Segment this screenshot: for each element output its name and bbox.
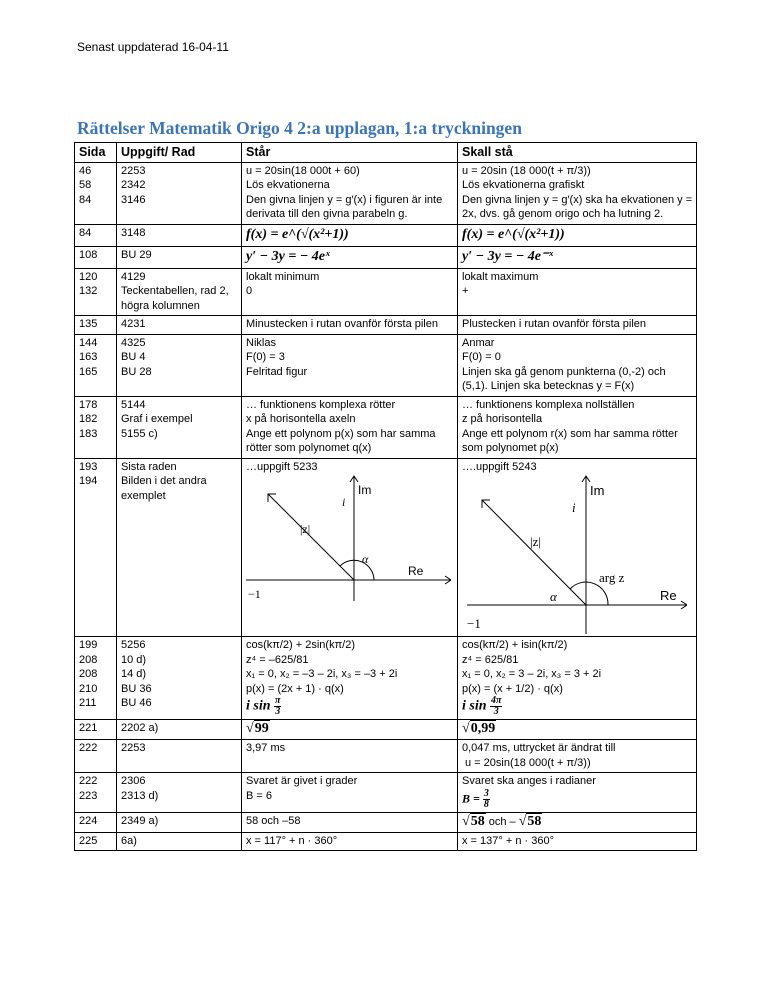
sin-expression-star xyxy=(246,696,454,717)
uppgift-value: Sista raden xyxy=(121,460,177,473)
radicand: 0,99 xyxy=(470,721,496,736)
skall-text: p(x) = (x + 1/2) · q(x) xyxy=(462,682,563,695)
cell-skall: x = 137° + n · 360° xyxy=(458,832,697,851)
cell-uppgift: 6a) xyxy=(117,832,242,851)
skall-text: Anmar xyxy=(462,336,495,349)
cell-uppgift xyxy=(117,773,242,813)
cell-sida: 221 xyxy=(75,720,117,740)
sida-value: 183 xyxy=(79,427,98,440)
table-row xyxy=(75,773,697,813)
column-header-sida: Sida xyxy=(75,143,117,163)
star-text: x på horisontella axeln xyxy=(246,413,356,425)
cell-star: 58 och –58 xyxy=(242,812,458,832)
skall-text: och – xyxy=(488,815,516,828)
sida-value: 144 xyxy=(79,336,98,349)
errata-table xyxy=(74,142,697,851)
cell-sida: 84 xyxy=(75,224,117,246)
arg-z-label: arg z xyxy=(599,570,625,585)
sida-value: 199 xyxy=(79,639,98,651)
cell-skall xyxy=(458,268,697,316)
table-row xyxy=(75,812,697,832)
uppgift-value: Bilden i det andra exemplet xyxy=(121,475,207,502)
sida-value: 120 xyxy=(79,270,98,283)
cell-uppgift: 3148 xyxy=(117,224,242,246)
star-text: cos(kπ/2) + 2sin(kπ/2) xyxy=(246,639,356,651)
sin-fraction xyxy=(274,696,281,717)
cell-star: Minustecken i rutan ovanför första pilen xyxy=(242,316,458,335)
last-updated-header: Senast uppdaterad 16-04-11 xyxy=(77,40,229,54)
skall-text: z på horisontella xyxy=(462,413,543,425)
cell-sida xyxy=(75,396,117,458)
angle-arc xyxy=(340,560,374,580)
cell-star xyxy=(242,637,458,720)
angle-arc xyxy=(570,582,608,605)
skall-text: ….uppgift 5243 xyxy=(462,460,537,473)
square-root-skall: √0,99 xyxy=(462,721,496,736)
table-row xyxy=(75,720,697,740)
cell-uppgift: 4231 xyxy=(117,316,242,335)
column-header-star: Står xyxy=(242,143,458,163)
fraction-numerator: 3 xyxy=(483,787,489,799)
square-root-star: √99 xyxy=(246,721,269,736)
formula-skall: y′ − 3y = − 4e⁻ˣ xyxy=(462,248,554,264)
cell-star xyxy=(242,268,458,316)
table-row xyxy=(75,246,697,268)
formula-star: f(x) = e^(√(x²+1)) xyxy=(246,226,349,242)
re-label: Re xyxy=(660,588,677,603)
uppgift-value: 2306 xyxy=(121,775,146,787)
im-label: Im xyxy=(590,483,605,498)
document-title: Rättelser Matematik Origo 4 2:a upplagan, 1:a tryckningen xyxy=(77,118,522,138)
square-root: √58 xyxy=(462,813,485,829)
im-label: Im xyxy=(358,483,372,497)
complex-plane-figure-skall xyxy=(462,474,687,634)
uppgift-value: 2253 xyxy=(121,164,146,177)
cell-uppgift xyxy=(117,268,242,316)
cell-uppgift: 2349 a) xyxy=(117,812,242,832)
cell-skall xyxy=(458,334,697,396)
table-row xyxy=(75,637,697,720)
cell-skall xyxy=(458,246,697,268)
fraction-denominator: 3 xyxy=(493,706,499,717)
cell-skall xyxy=(458,720,697,740)
star-text: … funktionens komplexa rötter xyxy=(246,398,396,411)
star-text: …uppgift 5233 xyxy=(246,460,318,473)
cell-star xyxy=(242,246,458,268)
fraction-numerator: π xyxy=(275,695,281,706)
star-text: B = 6 xyxy=(246,789,272,802)
cell-uppgift: 2202 a) xyxy=(117,720,242,740)
skall-text: cos(kπ/2) + isin(kπ/2) xyxy=(462,639,568,651)
radicand: 58 xyxy=(527,813,542,829)
b-fraction xyxy=(483,789,490,810)
i-label: i xyxy=(342,495,346,509)
sin-fraction xyxy=(490,696,502,717)
cell-skall xyxy=(458,637,697,720)
minus-one-label: −1 xyxy=(248,587,261,601)
table-row xyxy=(75,334,697,396)
skall-text: u = 20sin (18 000(t + π/3)) xyxy=(462,164,591,177)
cell-skall xyxy=(458,224,697,246)
cell-sida xyxy=(75,162,117,224)
uppgift-value: 10 d) xyxy=(121,653,147,666)
cell-skall xyxy=(458,162,697,224)
sin-prefix: i sin xyxy=(462,698,487,714)
uppgift-value: BU 4 xyxy=(121,351,146,363)
skall-text: Linjen ska gå genom punkterna (0,-2) och (5,1). Linjen ska betecknas y = F(x) xyxy=(462,365,666,392)
skall-text: Svaret ska anges i radianer xyxy=(462,775,596,787)
sida-value: 223 xyxy=(79,789,98,802)
sida-value: 194 xyxy=(79,475,98,487)
cell-uppgift xyxy=(117,637,242,720)
uppgift-value: BU 36 xyxy=(121,682,152,695)
sida-value: 132 xyxy=(79,285,98,297)
sin-expression-skall xyxy=(462,696,693,717)
uppgift-value: BU 46 xyxy=(121,697,152,709)
sida-value: 165 xyxy=(79,365,98,378)
cell-star xyxy=(242,720,458,740)
star-text: Niklas xyxy=(246,336,276,349)
square-root: √58 xyxy=(518,813,542,829)
table-header-row xyxy=(75,143,697,163)
abs-z-label: |z| xyxy=(530,534,541,549)
uppgift-value: 2313 d) xyxy=(121,789,159,802)
alpha-label: α xyxy=(362,552,369,566)
star-text: p(x) = (2x + 1) · q(x) xyxy=(246,682,344,695)
sida-value: 208 xyxy=(79,653,98,666)
sida-value: 222 xyxy=(79,775,98,787)
table-row xyxy=(75,458,697,637)
column-header-uppgift: Uppgift/ Rad xyxy=(117,143,242,163)
sida-value: 46 xyxy=(79,164,92,177)
minus-one-label: −1 xyxy=(467,616,481,631)
uppgift-value: 5256 xyxy=(121,639,146,651)
star-text: z⁴ = –625/81 xyxy=(246,653,309,666)
re-label: Re xyxy=(408,564,424,578)
cell-sida: 222 xyxy=(75,740,117,773)
star-text: u = 20sin(18 000t + 60) xyxy=(246,164,360,177)
cell-star xyxy=(242,458,458,637)
star-text: Ange ett polynom p(x) som har samma rötter som polynomet q(x) xyxy=(246,427,436,454)
sida-value: 178 xyxy=(79,398,98,411)
radicand: 58 xyxy=(470,813,485,829)
cell-uppgift xyxy=(117,162,242,224)
table-row xyxy=(75,316,697,335)
cell-star xyxy=(242,773,458,813)
skall-text: Den givna linjen y = g′(x) ska ha ekvationen y = 2x, dvs. gå genom origo och ha lutning 2. xyxy=(462,193,693,220)
uppgift-value: Graf i exempel xyxy=(121,413,193,425)
skall-text: lokalt maximum xyxy=(462,270,539,283)
uppgift-value: 14 d) xyxy=(121,668,147,680)
uppgift-value: 5144 xyxy=(121,398,146,411)
star-text: 0 xyxy=(246,285,253,297)
cell-uppgift xyxy=(117,334,242,396)
uppgift-value: 4129 xyxy=(121,270,146,283)
cell-skall xyxy=(458,396,697,458)
skall-text: u = 20sin(18 000(t + π/3)) xyxy=(465,756,591,769)
cell-star xyxy=(242,334,458,396)
star-text: x₁ = 0, x₂ = –3 – 2i, x₃ = –3 + 2i xyxy=(246,668,398,680)
cell-star xyxy=(242,224,458,246)
sin-prefix: i sin xyxy=(246,698,271,714)
uppgift-value: 2342 xyxy=(121,179,146,191)
star-text: lokalt minimum xyxy=(246,270,320,283)
table-row xyxy=(75,162,697,224)
cell-sida xyxy=(75,458,117,637)
cell-sida xyxy=(75,268,117,316)
cell-star: 3,97 ms xyxy=(242,740,458,773)
cell-star: x = 117° + n · 360° xyxy=(242,832,458,851)
skall-text: x₁ = 0, x₂ = 3 – 2i, x₃ = 3 + 2i xyxy=(462,668,602,680)
table-row xyxy=(75,224,697,246)
fraction-denominator: 8 xyxy=(483,798,489,810)
star-text: Felritad figur xyxy=(246,365,308,378)
table-row xyxy=(75,268,697,316)
uppgift-value: BU 28 xyxy=(121,365,152,378)
sida-value: 193 xyxy=(79,460,98,473)
uppgift-value: 4325 xyxy=(121,336,146,349)
cell-skall xyxy=(458,812,697,832)
cell-sida xyxy=(75,773,117,813)
cell-skall: Plustecken i rutan ovanför första pilen xyxy=(458,316,697,335)
sida-value: 84 xyxy=(79,193,92,206)
star-text: Lös ekvationerna xyxy=(246,179,330,191)
star-text: Svaret är givet i grader xyxy=(246,775,358,787)
star-text: F(0) = 3 xyxy=(246,351,285,363)
abs-z-label: |z| xyxy=(300,522,311,536)
sida-value: 163 xyxy=(79,351,98,363)
skall-text: + xyxy=(462,285,469,297)
cell-uppgift xyxy=(117,458,242,637)
uppgift-value: Teckentabellen, rad 2, högra kolumnen xyxy=(121,285,229,312)
cell-sida xyxy=(75,334,117,396)
sida-value: 58 xyxy=(79,179,92,191)
sida-value: 182 xyxy=(79,413,98,425)
cell-star xyxy=(242,162,458,224)
i-label: i xyxy=(572,500,576,515)
skall-text: z⁴ = 625/81 xyxy=(462,653,519,666)
sida-value: 211 xyxy=(79,697,97,709)
table-row xyxy=(75,832,697,851)
sida-value: 208 xyxy=(79,668,98,680)
formula-skall: f(x) = e^(√(x²+1)) xyxy=(462,226,565,242)
skall-text: Ange ett polynom r(x) som har samma rötter som polynomet p(x) xyxy=(462,427,678,454)
fraction-numerator: 4π xyxy=(491,695,502,706)
formula-star: y′ − 3y = − 4eˣ xyxy=(246,248,330,264)
cell-sida: 108 xyxy=(75,246,117,268)
skall-text: Lös ekvationerna grafiskt xyxy=(462,179,585,191)
uppgift-value: 5155 c) xyxy=(121,427,158,440)
cell-sida: 225 xyxy=(75,832,117,851)
b-fraction-expression xyxy=(462,789,693,810)
radicand: 99 xyxy=(254,721,269,736)
alpha-label: α xyxy=(550,589,557,604)
b-prefix: B = xyxy=(462,790,480,805)
fraction-denominator: 3 xyxy=(275,706,281,717)
cell-star xyxy=(242,396,458,458)
skall-text: … funktionens komplexa nollställen xyxy=(462,398,635,411)
cell-uppgift: 2253 xyxy=(117,740,242,773)
sida-value: 210 xyxy=(79,682,98,695)
complex-plane-figure-star xyxy=(246,474,451,601)
skall-text: F(0) = 0 xyxy=(462,351,501,363)
cell-skall xyxy=(458,773,697,813)
table-row xyxy=(75,396,697,458)
cell-sida: 224 xyxy=(75,812,117,832)
skall-text: 0,047 ms, uttrycket är ändrat till xyxy=(462,742,616,754)
uppgift-value: 3146 xyxy=(121,193,146,206)
cell-skall xyxy=(458,740,697,773)
cell-uppgift: BU 29 xyxy=(117,246,242,268)
table-row xyxy=(75,740,697,773)
cell-uppgift xyxy=(117,396,242,458)
star-text: Den givna linjen y = g′(x) i figuren är inte derivata till den givna parabeln g. xyxy=(246,193,443,220)
column-header-skall: Skall stå xyxy=(458,143,697,163)
cell-sida: 135 xyxy=(75,316,117,335)
cell-skall xyxy=(458,458,697,637)
cell-sida xyxy=(75,637,117,720)
